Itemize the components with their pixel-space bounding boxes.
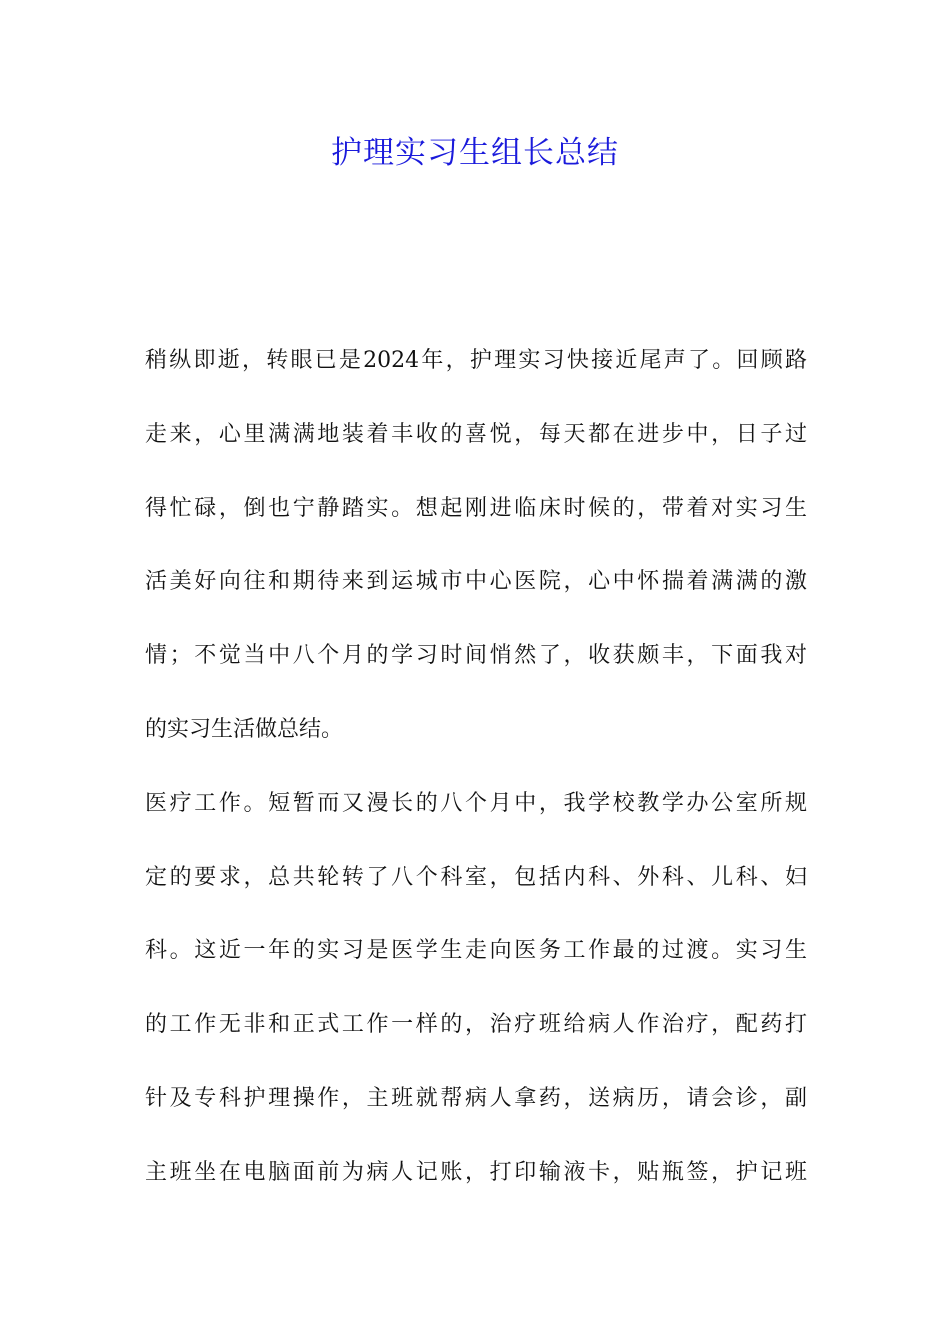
text-line: 的工作无非和正式工作一样的，治疗班给病人作治疗，配药打: [145, 1012, 807, 1038]
document-title: 护理实习生组长总结: [331, 135, 619, 171]
text-line: 情；不觉当中八个月的学习时间悄然了，收获颇丰，下面我对: [145, 643, 807, 669]
document-body: [145, 337, 807, 1223]
text-line: 的实习生活做总结。: [145, 716, 344, 742]
text-line: 活美好向往和期待来到运城市中心医院，心中怀揣着满满的激: [145, 569, 807, 595]
text-line: 医疗工作。短暂而又漫长的八个月中，我学校教学办公室所规: [145, 790, 807, 816]
text-line: 走来，心里满满地装着丰收的喜悦，每天都在进步中，日子过: [145, 421, 807, 447]
text-line: 主班坐在电脑面前为病人记账，打印输液卡，贴瓶签，护记班: [145, 1159, 807, 1185]
text-line: 针及专科护理操作，主班就帮病人拿药，送病历，请会诊，副: [145, 1085, 807, 1111]
text-line: 定的要求，总共轮转了八个科室，包括内科、外科、儿科、妇: [145, 864, 807, 890]
text-line: 稍纵即逝，转眼已是2024年，护理实习快接近尾声了。回顾路: [145, 348, 807, 373]
text-line: 得忙碌，倒也宁静踏实。想起刚进临床时候的，带着对实习生: [145, 495, 807, 521]
text-line: 科。这近一年的实习是医学生走向医务工作最的过渡。实习生: [145, 938, 807, 964]
